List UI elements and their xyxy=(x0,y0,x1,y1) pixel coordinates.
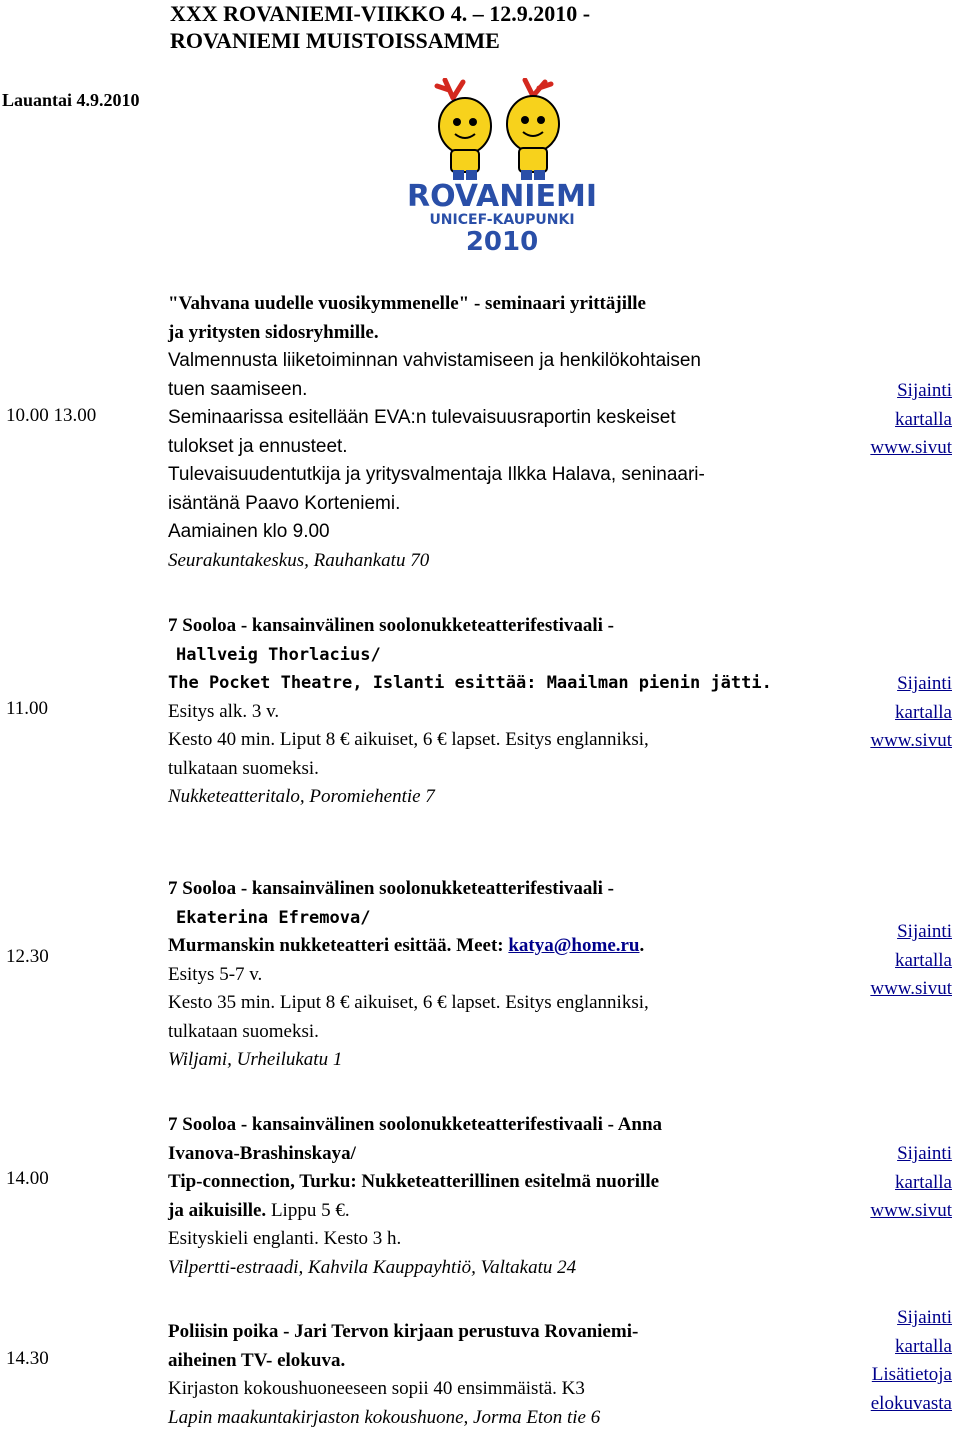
map-link[interactable]: Sijainti xyxy=(897,1143,952,1164)
email-link[interactable]: katya@home.ru xyxy=(508,935,640,956)
rovaniemi-unicef-logo xyxy=(405,78,600,253)
performer-name: Ivanova-Brashinskaya/ xyxy=(168,1142,356,1164)
event-text: Lippu 5 €. xyxy=(266,1199,350,1221)
event-text xyxy=(168,1197,818,1226)
event-title-cont: Tip-connection, Turku: Nukketeatterillinen esitelmä nuorille xyxy=(168,1171,660,1192)
date-heading: Lauantai 4.9.2010 xyxy=(2,90,140,110)
website-link[interactable]: www.sivut xyxy=(870,1200,952,1221)
event-title: 7 Sooloa - kansainvälinen soolonukketeatterifestivaali - xyxy=(168,878,614,899)
event-time: 14.30 xyxy=(6,1348,49,1369)
event-text: tulkataan suomeksi. xyxy=(168,1020,319,1042)
event-links xyxy=(822,918,952,1004)
event-text: Esityskieli englanti. Kesto 3 h. xyxy=(168,1228,402,1249)
event-text: Seminaarissa esitellään EVA:n tulevaisuusraportin keskeiset xyxy=(168,407,676,428)
event-text: Aamiainen klo 9.00 xyxy=(168,521,330,542)
map-link[interactable]: Sijainti xyxy=(897,380,952,401)
event-title-cont xyxy=(168,932,818,961)
event-time: 10.00 13.00 xyxy=(6,405,97,426)
event-text: Kirjaston kokoushuoneeseen sopii 40 ensimmäistä. K3 xyxy=(168,1378,585,1399)
map-link[interactable]: kartalla xyxy=(895,1171,952,1193)
event-links xyxy=(822,377,952,463)
map-link[interactable]: Sijainti xyxy=(897,673,952,694)
map-link[interactable]: kartalla xyxy=(895,949,952,971)
event-description xyxy=(168,875,818,1075)
event-text: isäntänä Paavo Korteniemi. xyxy=(168,492,401,514)
event-text: tulokset ja ennusteet. xyxy=(168,435,348,457)
event-text: ja aikuisille. xyxy=(168,1199,267,1221)
event-text: tulkataan suomeksi. xyxy=(168,757,319,779)
event-title: 7 Sooloa - kansainvälinen soolonukketeatterifestivaali - Anna xyxy=(168,1114,663,1135)
event-title-cont: aiheinen TV- elokuva. xyxy=(168,1349,346,1371)
event-text: Kesto 40 min. Liput 8 € aikuiset, 6 € lapset. Esitys englanniksi, xyxy=(168,729,649,750)
event-text: Kesto 35 min. Liput 8 € aikuiset, 6 € lapset. Esitys englanniksi, xyxy=(168,992,649,1013)
performer-name: Ekaterina Efremova/ xyxy=(176,907,371,928)
event-title: "Vahvana uudelle vuosikymmenelle" - seminaari yrittäjille xyxy=(168,293,646,314)
event-text: Esitys 5-7 v. xyxy=(168,963,263,985)
event-title-cont: ja yritysten sidosryhmille. xyxy=(168,321,379,343)
event-location: Seurakuntakeskus, Rauhankatu 70 xyxy=(168,549,430,571)
event-location: Lapin maakuntakirjaston kokoushuone, Jorma Eton tie 6 xyxy=(168,1406,601,1428)
event-location: Nukketeatteritalo, Poromiehentie 7 xyxy=(168,786,435,807)
logo-year: 2010 xyxy=(465,227,539,253)
event-description xyxy=(168,612,818,812)
website-link[interactable]: www.sivut xyxy=(870,437,952,458)
event-description xyxy=(168,1111,818,1282)
event-links xyxy=(822,670,952,756)
website-link[interactable]: www.sivut xyxy=(870,730,952,751)
event-title: Poliisin poika - Jari Tervon kirjaan perustuva Rovaniemi- xyxy=(168,1321,639,1342)
event-text: Valmennusta liiketoiminnan vahvistamiseen ja henkilökohtaisen xyxy=(168,350,702,371)
website-link[interactable]: www.sivut xyxy=(870,978,952,999)
map-link[interactable]: kartalla xyxy=(895,408,952,430)
event-location: Vilpertti-estraadi, Kahvila Kauppayhtiö, Valtakatu 24 xyxy=(168,1256,577,1278)
event-text: . xyxy=(639,935,645,956)
map-link[interactable]: kartalla xyxy=(895,701,952,723)
event-links xyxy=(822,1304,952,1418)
event-text: Tulevaisuudentutkija ja yritysvalmentaja Ilkka Halava, seninaari- xyxy=(168,464,705,485)
event-text: tuen saamiseen. xyxy=(168,378,308,400)
event-description xyxy=(168,290,818,575)
event-links xyxy=(822,1140,952,1226)
map-link[interactable]: Sijainti xyxy=(897,1307,952,1328)
event-time: 12.30 xyxy=(6,946,49,967)
title-line-1: XXX ROVANIEMI-VIIKKO 4. – 12.9.2010 - xyxy=(170,1,591,26)
event-location: Wiljami, Urheilukatu 1 xyxy=(168,1049,343,1070)
map-link[interactable]: Sijainti xyxy=(897,921,952,942)
event-description xyxy=(168,1318,818,1432)
event-title: 7 Sooloa - kansainvälinen soolonukketeatterifestivaali - xyxy=(168,615,614,636)
logo-word-2: UNICEF-KAUPUNKI xyxy=(429,212,575,228)
more-info-link[interactable]: Lisätietoja xyxy=(871,1364,952,1385)
page-title xyxy=(170,0,590,54)
map-link[interactable]: kartalla xyxy=(895,1335,952,1357)
event-time: 11.00 xyxy=(6,698,49,719)
event-text: Murmanskin nukketeatteri esittää. Meet: xyxy=(168,935,509,956)
logo-word-1: ROVANIEMI xyxy=(407,179,597,214)
event-text: Esitys alk. 3 v. xyxy=(168,700,280,722)
event-time: 14.00 xyxy=(6,1168,49,1189)
more-info-link[interactable]: elokuvasta xyxy=(870,1392,952,1414)
event-title-cont: The Pocket Theatre, Islanti esittää: Maailman pienin jätti. xyxy=(168,673,772,693)
performer-name: Hallveig Thorlacius/ xyxy=(176,644,381,665)
title-line-2: ROVANIEMI MUISTOISSAMME xyxy=(170,28,500,53)
